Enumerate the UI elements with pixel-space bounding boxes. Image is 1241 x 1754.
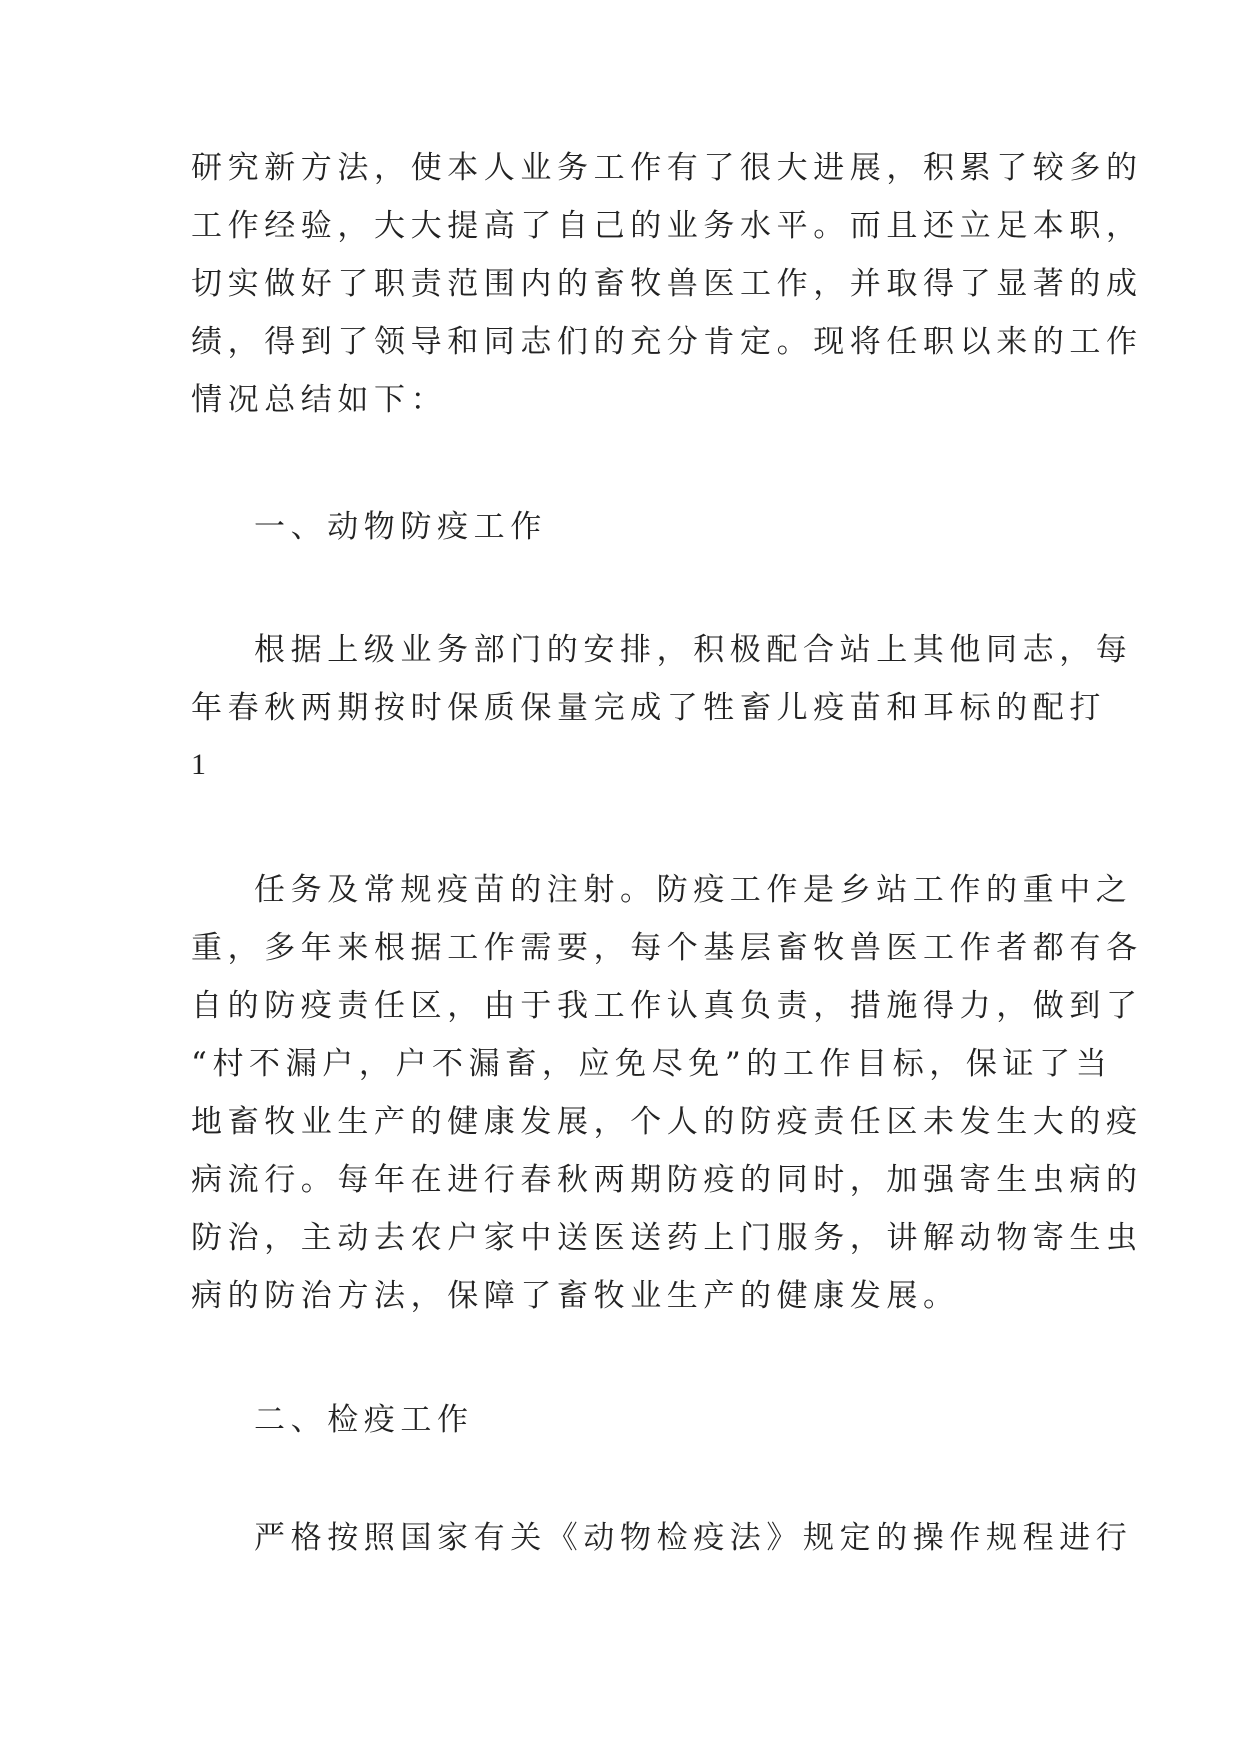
- paragraph-line: 任务及常规疫苗的注射。防疫工作是乡站工作的重中之: [254, 872, 1133, 908]
- paragraph-line: 重，多年来根据工作需要，每个基层畜牧兽医工作者都有各: [191, 930, 1143, 966]
- paragraph-line: 年春秋两期按时保质保量完成了牲畜儿疫苗和耳标的配打: [191, 690, 1106, 726]
- paragraph-line: 切实做好了职责范围内的畜牧兽医工作，并取得了显著的成: [191, 266, 1143, 302]
- paragraph-line: 严格按照国家有关《动物检疫法》规定的操作规程进行: [254, 1520, 1133, 1556]
- section-heading: 二、检疫工作: [254, 1402, 474, 1438]
- paragraph-line: 工作经验，大大提高了自己的业务水平。而且还立足本职，: [191, 208, 1143, 244]
- paragraph-line: 病的防治方法，保障了畜牧业生产的健康发展。: [191, 1278, 960, 1314]
- paragraph-line: 自的防疫责任区，由于我工作认真负责，措施得力，做到了: [191, 988, 1143, 1024]
- paragraph-line: “村不漏户，户不漏畜，应免尽免”的工作目标，保证了当: [191, 1046, 1113, 1082]
- paragraph-line: 防治，主动去农户家中送医送药上门服务，讲解动物寄生虫: [191, 1220, 1143, 1256]
- paragraph-line: 绩，得到了领导和同志们的充分肯定。现将任职以来的工作: [191, 324, 1143, 360]
- paragraph-line: 研究新方法，使本人业务工作有了很大进展，积累了较多的: [191, 150, 1143, 186]
- paragraph-line: 病流行。每年在进行春秋两期防疫的同时，加强寄生虫病的: [191, 1162, 1143, 1198]
- paragraph-line: 地畜牧业生产的健康发展，个人的防疫责任区未发生大的疫: [191, 1104, 1143, 1140]
- paragraph-line: 情况总结如下：: [191, 382, 448, 418]
- page-number: 1: [191, 748, 206, 781]
- paragraph-line: 根据上级业务部门的安排，积极配合站上其他同志，每: [254, 632, 1133, 668]
- section-heading: 一、动物防疫工作: [254, 509, 547, 545]
